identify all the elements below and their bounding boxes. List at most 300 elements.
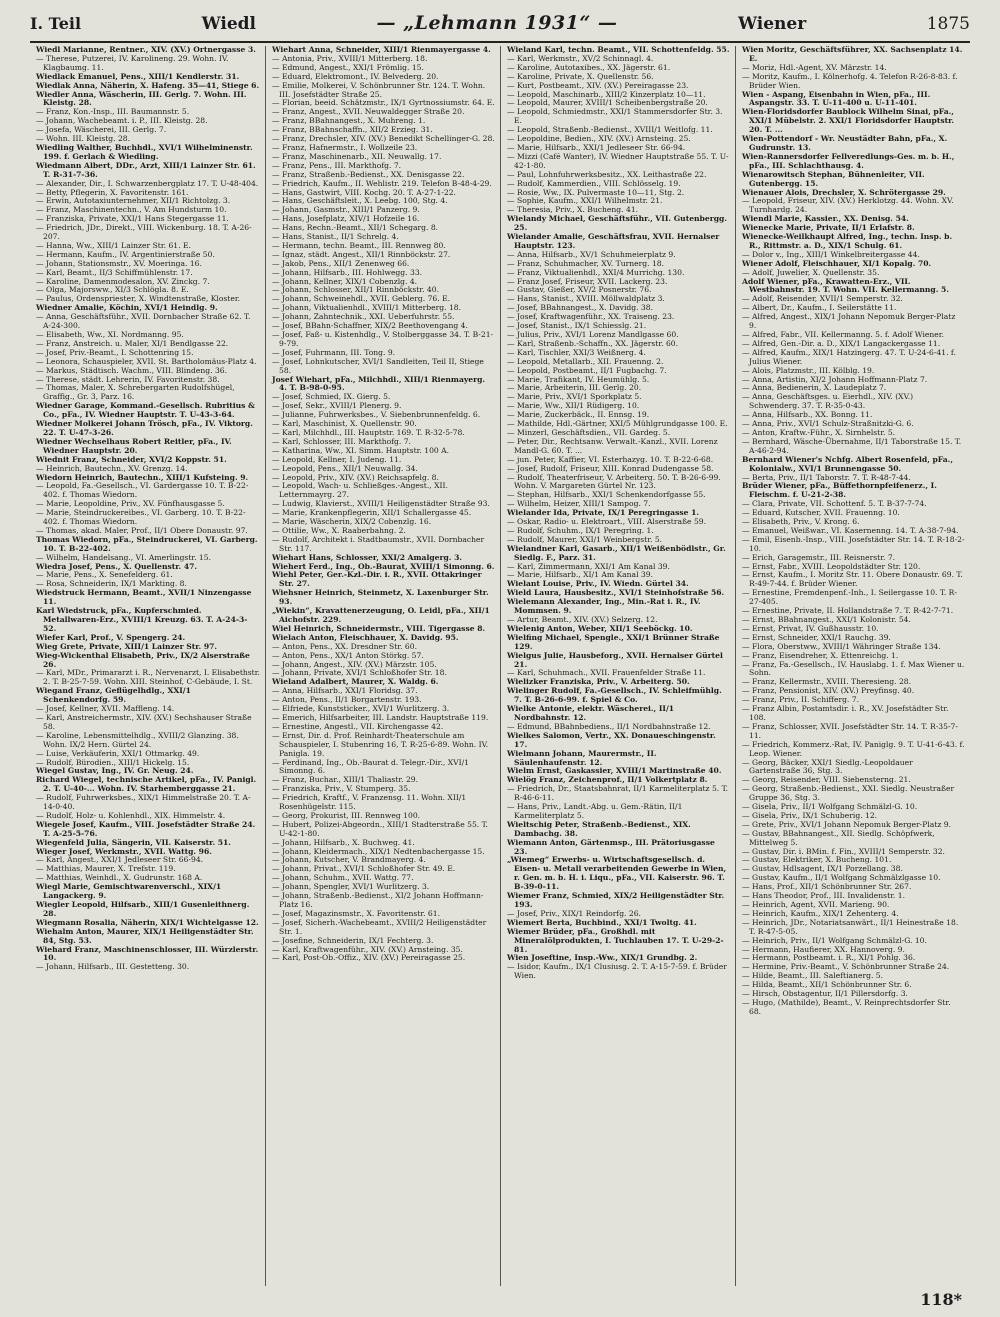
- directory-entry: Wienauer Alois, Drechsler, X. Schrötergasse 29.: [742, 187, 946, 197]
- directory-entry: Wielög Franz, Zeichenprof., II/1 Volkertplatz 8.: [507, 775, 708, 785]
- directory-entry: Wiehsner Heinrich, Steinmetz, X. Laxenburger Str. 93.: [272, 588, 489, 607]
- directory-entry: — Johann, Schlosser, XII/1 Rinnböckstr. 40.: [272, 285, 439, 295]
- directory-entry: — Wilhelm, Handelsang., VI. Amerlingstr. 15.: [36, 552, 211, 562]
- directory-entry: — Alfred, Kaufm., XIX/1 Hatzingerg. 47. T. U-24-6-41. f. Julius Wiener.: [742, 347, 956, 366]
- column-3: [500, 46, 735, 1286]
- directory-entry: — Thomas, Maler, X. Schrebergarten Rudolfshügel, Graffig., Gr. 3, Parz. 16.: [36, 383, 235, 402]
- directory-entry: — Anton, Pens., XX. Dresdner Str. 60.: [272, 641, 418, 651]
- directory-entry: — Rudolf, Schuhm., IX/1 Peregring. 1.: [507, 525, 654, 535]
- directory-entry: Wienecke-Weilkhaupt Alfred, Ing., techn. Insp. b. R., Rittmstr. a. D., XIX/1 Schulg. 61.: [742, 232, 953, 250]
- directory-entry: — Karl, Post-Ob.-Offiz., XIV. (XV.) Pereiragasse 25.: [272, 953, 466, 963]
- directory-entry: — Rudolf, Architekt i. Stadtbaumstr., XVII. Dornbacher Str. 117.: [272, 534, 485, 553]
- directory-entry: — Karl, Tischler, XXI/3 Weißnerg. 4.: [507, 347, 646, 357]
- directory-entry: Wield Laura, Hausbesitz., XVI/1 Steinhofstraße 56.: [507, 588, 725, 598]
- directory-entry: — Julius, Priv., XVI/1 Lorenz Mandlgasse 60.: [507, 330, 679, 339]
- directory-entry: — Karoline, Damenmodesalon, XV. Zinckg. 7.: [36, 276, 210, 286]
- directory-entry: Wiedner Garage, Kommand.-Gesellsch. Rubritius & Co., pFa., IV. Wiedner Hauptstr. T. U-43-3-64.: [36, 401, 255, 420]
- directory-entry: — Hermann, Postbeamt. i. R., XI/1 Pohlg. 36.: [742, 953, 916, 963]
- directory-entry: — Josef, Rudolf, Friseur, XIII. Konrad Dudengasse 58.: [507, 463, 714, 473]
- directory-entry: — Josef, Fuhrmann, III. Tong. 9.: [272, 347, 396, 357]
- directory-entry: Wien-Floridsdorfer Baublock Wilhelm Sinai, pFa., XXI/1 Mübelstr. 2. XXI/1 Floridsdorfer Hauptstr. 20. T. ...: [742, 107, 955, 135]
- directory-entry: — Ernst, Fabr., XVIII. Leopoldstädter Str. 120.: [742, 561, 921, 571]
- directory-entry: — Rosa, Schneiderin, IX/1 Markting. 8.: [36, 579, 187, 589]
- page-title: — „Lehmann 1931“ —: [376, 12, 618, 34]
- directory-entry: Wiedling Walther, Buchhdl., XVI/1 Wilhelminenstr. 199. f. Gerlach & Wiedling.: [36, 142, 253, 161]
- directory-entry: — Marie, Wäscherin, XIX/2 Cobenzlg. 16.: [272, 517, 432, 527]
- directory-entry: — Friedrich, JDr., Direkt., VIII. Wickenburg. 18. T. A-26-207.: [36, 223, 252, 242]
- directory-entry: — Josef, BBahn-Schaffner, XIX/2 Beethovengang 4.: [272, 321, 468, 331]
- directory-entry: — Thomas, akad. Maler, Prof., II/1 Obere Donaustr. 97.: [36, 525, 248, 535]
- directory-entry: — Franz, Angest., XVII. Neuwaldegger Straße 20.: [272, 107, 465, 117]
- directory-entry: — Johann, Schweinehdl., XVII. Geblerg. 76. E.: [272, 294, 451, 304]
- directory-entry: — Dolor v., Ing., XIII/1 Winkelbreitergasse 44.: [742, 249, 920, 259]
- directory-entry: — Rudolf, Maurer, XXI/1 Weinbergstr. 5.: [507, 534, 663, 544]
- directory-entry: — Ignaz, städt. Angest., XII/1 Rinnböckstr. 27.: [272, 249, 451, 259]
- directory-entry: Wiemann Anton, Gärtenmsp., III. Prätoriusgasse 23.: [507, 837, 715, 856]
- directory-entry: — Josef, Sekr., XVIII/1 Plenerg. 9.: [272, 401, 402, 411]
- directory-entry: Bernhard Wiener's Nchfg. Albert Rosenfeld, pFa., Kolonialw., XVI/1 Brunnengasse 50.: [742, 454, 953, 473]
- directory-entry: — Hirsch, Obstagentur, II/1 Pillersdorfg. 3.: [742, 989, 908, 999]
- directory-entry: — Leopold, Schmiedmstr., XXI/1 Stammersdorfer Str. 3. E.: [507, 107, 723, 126]
- directory-entry: — Johann, Zahntechnik., XXI. Ueberfuhrstr. 55.: [272, 312, 455, 322]
- directory-entry: — Franz, Fa.-Gesellsch., IV. Hauslabg. 1. f. Max Wiener u. Sohn.: [742, 659, 965, 678]
- directory-entry: Wiemert Berta, Buchbind., XXI/1 Twoltg. 41.: [507, 917, 697, 927]
- directory-entry: — Leopold, Fa.-Gesellsch., VI. Gardergasse 10. T. B-22-402. f. Thomas Wiedorn.: [36, 481, 249, 500]
- directory-entry: Wien - Aspang, Eisenbahn in Wien, pFa., III. Aspangstr. 33. T. U-11-400 u. U-11-401.: [742, 89, 931, 108]
- directory-entry: — Elfriede, Kunststicker., XVI/1 Wurlitzerg. 3.: [272, 704, 450, 714]
- directory-entry: Wieg-Wickenthal Elisabeth, Priv., IX/2 Alserstraße 26.: [36, 650, 250, 669]
- directory-entry: — Florian, beeid. Schätzmstr., IX/1 Gyrtnossiumstr. 64. E.: [272, 98, 495, 108]
- directory-entry: — Mathilde, Hdl.-Gärtner, XXI/5 Mühlgrundgasse 100. E.: [507, 419, 728, 429]
- directory-entry: — Marie, Priv., XVI/1 Sporkplatz 5.: [507, 392, 642, 402]
- directory-entry: Wiendl Marie, Kassier., XX. Denisg. 54.: [742, 214, 909, 224]
- directory-entry: — Franz Albin, Postamtsdir. i. R., XV. Josefstädter Str. 108.: [742, 704, 949, 722]
- directory-entry: — Karl, Schlosser, III. Markthofg. 7.: [272, 436, 411, 446]
- directory-entry: Wielant Louise, Priv., IV. Wiedn. Gürtel 34.: [507, 579, 689, 589]
- directory-entry: Wien-Pottendorf - Wr. Neustädter Bahn, pFa., X. Gudrunstr. 13.: [742, 134, 948, 152]
- directory-entry: Wielenig Anton, Weber, XII/1 Seeböckg. 10.: [507, 623, 693, 633]
- column-2: [265, 46, 500, 1286]
- directory-entry: „Wiemeg“ Erwerbs- u. Wirtschaftsgesellsch. d. Eisen- u. Metall verarbeitenden Gewerbe in Wien, r. Gen. m. b. H. i. Liqu., pFa., VII. Kaiserstr. 96. T. B-39-0-11.: [507, 855, 727, 892]
- directory-entry: Wielfing Michael, Spengle., XXI/1 Brünner Straße 129.: [507, 632, 720, 651]
- directory-entry: — Karl, Schuhmach., XVII. Frauenfelder Straße 11.: [507, 668, 706, 678]
- directory-entry: — Olga, Majorsww., XI/3 Schlögla. 8. E.: [36, 285, 189, 295]
- directory-entry: Wielandner Karl, Gasarb., XII/1 Weißenbödlstr., Gr. Siedlg. F., Parz. 31.: [507, 543, 726, 562]
- directory-entry: — Johann, Angest., XIV. (XV.) Märzstr. 105.: [272, 659, 437, 669]
- directory-entry: — Franz, Anstreich. u. Maler, XI/1 Bendlgasse 22.: [36, 338, 229, 348]
- directory-entry: — Franz, Hafnermstr., I. Wollzeile 23.: [272, 142, 418, 152]
- directory-entry: — Hans, Geschäftsleit., X. Leebg. 100, Stg. 4.: [272, 196, 448, 206]
- directory-entry: — Hermine, Priv.-Beamt., V. Schönbrunner Straße 24.: [742, 962, 950, 972]
- directory-entry: — Johann, Private, XVI/1 Schloßhofer Str. 18.: [272, 668, 447, 678]
- directory-entry: — Heinrich, Bautechn., XV. Grenzg. 14.: [36, 463, 188, 473]
- directory-entry: Wiegel Gustav, Ing., IV. Gr. Neug. 24.: [36, 766, 194, 776]
- directory-entry: — Friedrich, Kommerz.-Rat, IV. Paniglg. 9. T. U-41-6-43. f. Leop. Wiener.: [742, 739, 965, 758]
- directory-entry: Wiemer Brüder, pFa., Großhdl. mit Mineralölprodukten, I. Tuchlauben 17. T. U-29-2-81.: [507, 926, 724, 954]
- directory-entry: — Heinrich, Agent, XVII. Marieng. 90.: [742, 900, 890, 909]
- directory-entry: — Josefine, Schneiderin, IX/1 Fechterg. 3.: [272, 935, 434, 945]
- page-header: [30, 12, 970, 38]
- directory-entry: Wieland Karl, techn. Beamt., VII. Schottenfeldg. 55.: [507, 46, 730, 54]
- directory-entry: Wiel Heinrich, Schneidermstr., VIII. Tigergasse 8.: [272, 623, 486, 633]
- directory-entry: — Karl, Werkmstr., XV/2 Schinnagl. 4.: [507, 53, 654, 63]
- directory-entry: — Hermann, Haufierer, XX. Hannoverg. 9.: [742, 944, 905, 954]
- directory-entry: Wiedner Wechselhaus Robert Reitler, pFa., IV. Wiedner Hauptstr. 20.: [36, 436, 232, 455]
- directory-entry: — Grete, Priv., XVI/1 Johann Nepomuk Berger-Platz 9.: [742, 819, 952, 829]
- directory-entry: Brüder Wiener, pFa., Büffethornpfeifenerz., I. Fleischm. f. U-21-2-38.: [742, 481, 937, 500]
- directory-entry: Wiehl Peter, Ger.-Kzl.-Dir. i. R., XVII. Ottakringer Str. 27.: [272, 570, 482, 589]
- directory-entry: — Anna, Bedienerin, X. Laudeplatz 7.: [742, 383, 887, 393]
- directory-entry: — Franz, Schlosser, XVII. Josefstädter Str. 14. T. R-35-7-11.: [742, 721, 958, 740]
- directory-entry: Wielach Anton, Fleischhauer, X. Davidg. 95.: [272, 632, 459, 642]
- directory-entry: Wiemer Franz, Schmied, XIX/2 Heiligenstädter Str. 193.: [507, 891, 725, 909]
- directory-entry: — Karl, Anstreichermstr., XIV. (XV.) Sechshauser Straße 58.: [36, 712, 252, 731]
- directory-entry: — Edmund, Angest., XXI/1 Frömlig. 15.: [272, 62, 424, 72]
- directory-entry: — Franz, Kellermstr., XVIII. Theresieng. 28.: [742, 677, 912, 687]
- directory-entry: Wielmann Johann, Maurermstr., II. Säulenhaufenstr. 12.: [507, 748, 657, 767]
- directory-entry: Wielander Amalie, Geschäftsfrau, XVII. Hernalser Hauptstr. 123.: [507, 232, 720, 250]
- directory-entry: — Ernestine, Fremdenpenf.-Inh., I. Seilergasse 10. T. R-27-405.: [742, 588, 957, 607]
- directory-entry: — Marie, Arbeiterin, III. Gerlg. 20.: [507, 383, 642, 393]
- directory-entry: Adolf Wiener, pFa., Krawatten-Erz., VII. Westbahnstr. 19. T. Wohn. VII. Kellermanng. 5.: [742, 276, 949, 295]
- directory-entry: Wieland Adalbert, Maurer, X. Waldg. 6.: [272, 677, 439, 687]
- directory-entry: — Franz, Buchar., XIII/1 Thaliastr. 29.: [272, 775, 419, 785]
- directory-entry: — Marie, Leopoldine, Priv., XV. Fünfhausgasse 5.: [36, 499, 225, 509]
- directory-entry: Wiedmann Albert, DDr., Arzt, XIII/1 Lainzer Str. 61. T. R-31-7-36.: [36, 160, 256, 179]
- directory-entry: — Leopold, Straßenb.-Bedienst., XVIII/1 Weitlofg. 11.: [507, 125, 713, 135]
- directory-entry: — Johann, Hilfsarb., X. Buchweg. 41.: [272, 837, 415, 847]
- directory-entry: Wiedorn Heinrich, Bautechn., XIII/1 Kufsteing. 9.: [36, 472, 249, 482]
- directory-entry: Wiehard Franz, Maschinenschlosser, III. Würzlerstr. 10.: [36, 944, 259, 963]
- directory-entry: — Leopold, Wach- u. Schließges.-Angest., XII. Letternmayrg. 27.: [272, 481, 448, 500]
- directory-entry: — Elisabeth, Priv., V. Krong. 6.: [742, 517, 860, 527]
- directory-entry: — Anna, Hilfsarb., XX. Bonng. 11.: [742, 410, 873, 420]
- directory-entry: — Theresia, Priv., X. Bucheng. 41.: [507, 205, 639, 215]
- directory-entry: — Josef, Faß- u. Kistenhdlg., V. Stolberggasse 34. T. B-21-9-79.: [272, 330, 494, 348]
- directory-entry: — Josefa, Wäscherei, III. Gerlg. 7.: [36, 125, 167, 135]
- directory-entry: — Rudolf, Kammerdien., VIII. Schlösselg. 19.: [507, 178, 681, 188]
- directory-entry: — Josef, Priv., XIX/1 Reindorfg. 26.: [507, 908, 641, 918]
- directory-columns: [30, 46, 970, 1286]
- directory-entry: — Moriz, Hdl.-Agent, XV. Märzstr. 14.: [742, 62, 887, 72]
- directory-entry: — Emanuel, Weißwar., VI. Kasernenng. 14. T. A-38-7-94.: [742, 525, 959, 535]
- directory-entry: — Jakob, Pens., XII/1 Zenenweg 66.: [272, 258, 410, 268]
- directory-entry: — Gustav, Kaufm., II/1 Wolfgang Schmälzlgasse 10.: [742, 873, 941, 883]
- directory-entry: — Bernhard, Wäsche-Übernahme, II/1 Taborstraße 15. T. A-46-2-94.: [742, 436, 962, 455]
- directory-entry: Wiegler Leopold, Hilfsarb., XIII/1 Gusenleithnerg. 28.: [36, 900, 250, 918]
- directory-entry: — Anna, Artistin, XI/2 Johann Hoffmann-Platz 7.: [742, 374, 928, 384]
- directory-entry: — Leopold, Maurer, XVIII/1 Scheibenbergstraße 20.: [507, 98, 708, 108]
- directory-entry: — Anna, Hilfsarb., XV/1 Schuhmeierplatz 9.: [507, 249, 676, 259]
- directory-entry: — Edmund, BBahnbediens., II/1 Nordbahnstraße 12.: [507, 721, 711, 731]
- directory-entry: — Franz, Schuhmacher, XV. Turnerg. 18.: [507, 258, 665, 268]
- directory-entry: — Franz, Pensionist, XIV. (XV.) Preyfinsg. 40.: [742, 686, 915, 696]
- directory-entry: Thomas Wiedorn, pFa., Steindruckerei, VI. Garberg. 10. T. B-22-402.: [36, 534, 258, 553]
- directory-entry: — Antonia, Priv., XVIII/1 Mitterberg. 18.: [272, 53, 428, 63]
- directory-entry: — Johann, Stationsmstr., XV. Moeringa. 16.: [36, 258, 202, 268]
- directory-entry: Wieg Grete, Private, XIII/1 Lainzer Str. 97.: [36, 641, 218, 651]
- directory-entry: — Matthias, Weinhdl., X. Gudrunstr. 168 A.: [36, 873, 203, 883]
- directory-entry: — Georg, Reisender, VIII. Siebensterng. 21.: [742, 775, 911, 785]
- directory-entry: — Anna, Geschäftsführ., XVII. Dornbacher Straße 62. T. A-24-300.: [36, 312, 251, 331]
- directory-entry: — Hans, Priv., Landt.-Abg. u. Gem.-Rätin, II/1 Karmeliterplatz 5.: [507, 802, 683, 820]
- directory-entry: — Ludwig, Klavierst., XVIII/1 Heiligenstädter Straße 93.: [272, 499, 490, 509]
- directory-entry: — Rudolf, Holz- u. Kohlenhdl., XIX. Himmelstr. 4.: [36, 810, 226, 820]
- directory-entry: — Wilhelm, Heizer, XIII/1 Sampog. 7.: [507, 499, 651, 509]
- directory-entry: — Gustav, BBahnangest., XII. Siedlg. Schöpfwerk, Mittelweg 5.: [742, 828, 935, 847]
- directory-entry: — Hans, Stanist., II/1 Schrelg. 4.: [272, 232, 399, 242]
- directory-entry: — Peter, Dir., Rechtsanw. Verwalt.-Kanzl., XVII. Lorenz Mandl-G. 60. T. ...: [507, 436, 718, 455]
- directory-entry: — Friedrich, Dr., Staatsbahnrat, II/1 Karmeliterplatz 5. T. R-46-6-11.: [507, 784, 728, 803]
- directory-entry: Wiehert Ferd., Ing., Ob.-Baurat, XVIII/1 Simonng. 6.: [272, 561, 495, 571]
- directory-entry: — Elisabeth, Ww., XI. Nordmanng. 95.: [36, 330, 184, 339]
- directory-entry: — Karl, Maschinist, X. Quellenstr. 90.: [272, 419, 417, 429]
- directory-entry: — Rudolf, Bürodien., XIII/1 Hickelg. 15.: [36, 757, 190, 767]
- directory-entry: — Franz, Priv., II. Schifferg. 7.: [742, 695, 860, 705]
- directory-entry: — Franz, Eisendreher, X. Ettenreichg. 1.: [742, 650, 899, 660]
- directory-entry: — Matthias, Maurer, X. Trefstr. 119.: [36, 864, 176, 874]
- directory-entry: — Karoline, Lebensmittelhdlg., XVIII/2 Glanzing. 38. Wohn. IX/2 Hern. Gürtel 24.: [36, 730, 239, 749]
- directory-entry: — Franziska, Private, XXI/1 Hans Stegergasse 11.: [36, 214, 229, 224]
- directory-entry: — Johann, Kleidermach., XIX/1 Nedtenbachergasse 15.: [272, 846, 485, 856]
- directory-entry: — Betty, Pflegerin, X. Favoritenstr. 161.: [36, 187, 189, 197]
- directory-entry: — Gustav, Dir. i. BMin. f. Fin., XVIII/1 Semperstr. 32.: [742, 846, 945, 856]
- directory-entry: — Stephan, Hilfsarb., XXI/1 Schenkendorfgasse 55.: [507, 490, 706, 500]
- directory-entry: — Leopold, Friseur, XIV. (XV.) Herklotzg. 44. Wohn. XV. Turnhardg. 24.: [742, 196, 954, 215]
- directory-entry: Wiegmann Rosalia, Näherin, XIX/1 Wichtelgasse 12.: [36, 917, 259, 927]
- directory-entry: — Karl, Zimmermann, XXI/1 Am Kanal 39.: [507, 561, 670, 571]
- directory-entry: Wiedlack Emanuel, Pens., XIII/1 Kendlerstr. 31.: [36, 71, 240, 81]
- directory-entry: — Leopold, Priv., XIV. (XV.) Reichsapfelg. 8.: [272, 472, 439, 482]
- directory-entry: — jun. Peter, Kaffier, VI. Esterhazyg. 10. T. B-22-6-68.: [507, 454, 714, 464]
- directory-entry: Wienarowitsch Stephan, Bühnenleiter, VII. Gutenbergg. 15.: [742, 169, 925, 188]
- directory-entry: — Anna, Priv., XVI/1 Schulz-Straßnitzki-G. 6.: [742, 419, 914, 429]
- directory-entry: Wiedner Molkerei Johann Trösch, pFa., IV. Viktorg. 22. T. U-47-3-26.: [36, 419, 253, 437]
- directory-entry: — Julianne, Fuhrwerksbes., V. Siebenbrunnenfeldg. 6.: [272, 410, 481, 420]
- directory-entry: — Ernst, Privat, IV. Gußhausstr. 10.: [742, 623, 879, 633]
- directory-entry: — Alfred, Angest., XIX/1 Johann Nepomuk Berger-Platz 9.: [742, 312, 956, 331]
- directory-entry: — Georg, Bäcker, XXI/1 Siedlg.-Leopoldauer Gartenstraße 36, Stg. 3.: [742, 757, 913, 776]
- directory-entry: — Katharina, Ww., XI. Simm. Hauptstr. 100 A.: [272, 445, 450, 455]
- directory-entry: — Anna, Hilfsarb., XXI/1 Floridsg. 37.: [272, 686, 418, 696]
- directory-entry: — Josef, Kellner, XVII. Maffleng. 14.: [36, 704, 175, 714]
- directory-entry: — Johann, Straßenb.-Bedienst., XI/2 Johann Hoffmann-Platz 16.: [272, 891, 484, 909]
- directory-entry: — Karl, MDr., Primararzt i. R., Nervenarzt, I. Elisabethstr. 2. T. B-25-7-59. Wohn. XIII. Steinhof, C-Gebäude, I. St.: [36, 668, 260, 687]
- directory-entry: — Ernestine, Angestl., VII. Kirchengasse 42.: [272, 721, 444, 731]
- directory-entry: — Erich, Garagemstr., III. Reisnerstr. 7.: [742, 552, 896, 562]
- directory-entry: Wielizker Franziska, Priv., V. Arbeiterg. 50.: [507, 677, 690, 687]
- directory-entry: — Emil, Eisenb.-Insp., VIII. Josefstädter Str. 14. T. R-18-2-10.: [742, 534, 965, 553]
- directory-entry: — Flora, Oberstww., XVIII/1 Währinger Straße 134.: [742, 641, 941, 651]
- directory-entry: — Alexander, Dir., I. Schwarzenbergplatz 17. T. U-48-404.: [36, 178, 259, 188]
- directory-entry: — Marie, Pens., X. Senefelderg. 61.: [36, 570, 173, 580]
- directory-entry: — Alfred, Gen.-Dir. a. D., XIX/1 Langackergasse 11.: [742, 338, 941, 348]
- directory-entry: — Josef, Priv.-Beamt., I. Schottenring 15.: [36, 347, 194, 357]
- directory-entry: — Leopold, Pens., XII/1 Neuwallg. 34.: [272, 463, 418, 473]
- directory-entry: — Berta, Priv., II/1 Taborstr. 7. T. R-48-7-44.: [742, 472, 911, 482]
- directory-entry: — Hermann, techn. Beamt., III. Rennweg 80.: [272, 240, 446, 250]
- directory-entry: Wiehalm Anton, Maurer, XIX/1 Heiligenstädter Str. 84, Stg. 53.: [36, 926, 254, 945]
- directory-entry: — Heinrich, Kaufm., XIX/1 Zehenterg. 4.: [742, 908, 899, 918]
- directory-entry: — Gustav, Hdlsagent, IX/1 Porzellang. 38.: [742, 864, 903, 874]
- directory-entry: — Emerich, Hilfsarbeiter, III. Landstr. Hauptstraße 119.: [272, 712, 489, 722]
- directory-entry: — Friedrich, Kaufm., II. Wehlistr. 219. Telefon B-48-4-29.: [272, 178, 492, 188]
- directory-entry: — Gustav, Gießer, XV/2 Posnerstr. 76.: [507, 285, 652, 295]
- directory-entry: — Ottilie, Ww., X. Raaberbahng. 2.: [272, 525, 406, 535]
- directory-entry: — Karl, Kraftwagenführ., XIV. (XV.) Arnsteing. 35.: [272, 944, 463, 954]
- directory-entry: Wiedra Josef, Pens., X. Quellenstr. 47.: [36, 561, 198, 571]
- directory-entry: Wiehart Anna, Schneider, XIII/1 Rienmayergasse 4.: [272, 46, 491, 54]
- directory-entry: — Karl, Beamt., II/3 Schiffmühlenstr. 17.: [36, 267, 193, 277]
- directory-entry: Wiedner Amalie, Köchin, XVI/1 Heindlg. 9.: [36, 303, 218, 313]
- directory-entry: — Ernst, BBahnangest., XXI/1 Kolonistr. 54.: [742, 615, 911, 624]
- directory-entry: — Eduard, Kutscher, XVII. Frauenng. 10.: [742, 508, 900, 518]
- directory-entry: Wielm Ernst, Gaskassier, XVIII/1 Martinstraße 40.: [507, 766, 722, 776]
- directory-entry: — Hans, Stanist., XVIII. Möllwaldplatz 3.: [507, 294, 665, 304]
- directory-entry: — Gustav, Elektriker, X. Bucheng. 101.: [742, 855, 892, 865]
- directory-entry: — Moritz, Kaufm., I. Kölnerhofg. 4. Telefon R-26-8-83. f. Brüder Wien.: [742, 71, 958, 90]
- directory-entry: — Friedrich, Kraftf., V. Franzensg. 11. Wohn. XII/1 Rosenhügelstr. 115.: [272, 793, 467, 812]
- directory-entry: — Marie, Hilfsarb., XXI/1 Jedleseer Str. 66-94.: [507, 142, 686, 152]
- directory-entry: — Johann, Hilfsarb., III. Hohlwegg. 33.: [272, 267, 423, 277]
- footer-mark: 118*: [920, 1290, 962, 1309]
- directory-entry: — Clara, Private, VII. Schottenf. 5. T. B-37-7-74.: [742, 499, 927, 509]
- page-number: 1875: [926, 14, 970, 34]
- directory-entry: Wiedl Marianne, Rentner., XIV. (XV.) Ortnergasse 3.: [36, 46, 256, 54]
- directory-entry: — Paul, Lohnfuhrwerksbesitz., XX. Leithastraße 22.: [507, 169, 707, 179]
- directory-entry: — Emilie, Molkerei, V. Schönbrunner Str. 124. T. Wohn. III. Josefstädter Straße 25.: [272, 80, 486, 99]
- directory-entry: Wielander Ida, Private, IX/1 Peregringasse 1.: [507, 508, 700, 518]
- directory-entry: — Johann, Gasmstr., XIII/1 Panzerg. 9.: [272, 205, 420, 215]
- directory-entry: — Anna, Geschäftsges. u. Eierhdl., XIV. (XV.) Schwenderg. 37. T. R-35-0-43.: [742, 392, 914, 411]
- directory-entry: — Karl, Straßenb.-Schaffn., XX. Jägerstr. 60.: [507, 338, 679, 348]
- directory-entry: — Ernestine, Private, II. Hollandstraße 7. T. R-42-7-71.: [742, 606, 954, 616]
- directory-entry: — Marie, Ww., XII/1 Rüdigerg. 10.: [507, 401, 640, 411]
- directory-entry: — Ferdinand, Ing., Ob.-Baurat d. Telegr.-Dir., XVI/1 Simonng. 6.: [272, 757, 470, 776]
- first-entry-word: Wiedl: [201, 14, 256, 34]
- directory-entry: Wielkes Salomon, Vertr., XX. Donaueschingenstr. 17.: [507, 730, 716, 749]
- directory-entry: — Anton, Kraftw.-Führ., X. Sirnhelstr. 5.: [742, 427, 896, 437]
- directory-entry: — Johann, Privat., XVI/1 Schloßhofer Str. 49. E.: [272, 864, 456, 874]
- directory-entry: — Georg, Prokurist, III. Rennweg 100.: [272, 810, 421, 820]
- directory-entry: — Johann, Viktualienhdl., XVIII/1 Mitterberg. 18.: [272, 303, 462, 313]
- directory-entry: — Ernst, Dir. d. Prof. Reinhardt-Theaterschule am Schauspieler, I. Stubenring 16, T. R-25-6-89. Wohn. IV. Panigla. 19.: [272, 730, 489, 758]
- directory-entry: — Therese, städt. Lehrerin, IV. Favoritenstr. 38.: [36, 374, 220, 384]
- directory-entry: — Leopoldine, Bedien., XIV. (XV.) Arnsteing. 25.: [507, 134, 691, 144]
- directory-entry: — Karoline, Private, X. Quellenstr. 56.: [507, 71, 654, 81]
- directory-entry: Wiedlak Anna, Näherin, X. Hafeng. 35—41, Stiege 6.: [36, 80, 260, 90]
- directory-entry: — Kurt, Postbeamt., XIV. (XV.) Pereiragasse 23.: [507, 80, 689, 90]
- directory-entry: — Johann, Schuhm., XVII. Wattg. 77.: [272, 873, 414, 883]
- directory-entry: — Johann, Kellner, XIX/1 Cobenzlg. 4.: [272, 276, 418, 286]
- directory-entry: Wieltschig Peter, Straßenb.-Bedienst., XIX. Dambachg. 38.: [507, 819, 691, 838]
- directory-entry: Wiedler Anna, Wäscherin, III. Gerlg. 7. Wohn. III. Kleistg. 28.: [36, 89, 247, 108]
- directory-entry: — Hans, Prof., XII/1 Schönbrunner Str. 267.: [742, 882, 912, 892]
- directory-entry: — Johann, Wachebeamt. i. P., III. Kleistg. 28.: [36, 116, 208, 126]
- column-4: [735, 46, 970, 1286]
- directory-entry: — Johann, Spengler, XVI/1 Wurlitzerg. 3.: [272, 882, 430, 892]
- directory-entry: — Karoline, Autotaxibes., XX. Jägerstr. 61.: [507, 62, 671, 72]
- directory-entry: — Heinrich, JDr., Notariatsanwärt., II/1 Heinestraße 18. T. R-47-5-05.: [742, 917, 959, 936]
- directory-entry: — Hans, Rechn.-Beamt., XII/1 Schegarg. 8.: [272, 223, 439, 233]
- directory-entry: „Wiekin“, Kravattenerzeugung, O. Leidl, pFa., XII/1 Aichofstr. 229.: [272, 606, 490, 624]
- directory-entry: Wielemann Alexander, Ing., Min.-Rat i. R., IV. Mommsen. 9.: [507, 597, 701, 616]
- directory-entry: — Erwin, Autotaxiunternehmer, XII/1 Richtolzg. 3.: [36, 196, 231, 206]
- directory-entry: — Hanna, Ww., XIII/1 Lainzer Str. 61. E.: [36, 240, 191, 250]
- directory-entry: — Eduard, Elektromont., IV. Belvederg. 20.: [272, 71, 439, 81]
- directory-entry: Karl Wiedstruck, pFa., Kupferschmied. Metallwaren-Erz., XVIII/1 Kreuzg. 63. T. A-24-3-52.: [36, 606, 248, 633]
- directory-entry: — Josef, Lohnkutscher, XVI/1 Sandleiten, Teil II, Stiege 58.: [272, 356, 484, 375]
- directory-entry: — Franz, Maschinenarb., XII. Neuwallg. 17.: [272, 151, 442, 161]
- directory-entry: — Marie, Hilfsarb., XI/1 Am Kanal 39.: [507, 570, 653, 580]
- directory-entry: — Leonora, Schauspieler, XVII. St. Bartholomäus-Platz 4.: [36, 356, 257, 366]
- directory-entry: — Wohn. III. Kleistg. 28.: [36, 134, 131, 144]
- directory-entry: Wien Joseftine, Insp.-Ww., XIX/1 Grundbg. 2.: [507, 953, 698, 963]
- directory-entry: — Leopold, Maschinarb., XIII/2 Kinzerplatz 10—11.: [507, 89, 706, 99]
- directory-entry: — Adolf, Juwelier, X. Quellenstr. 35.: [742, 267, 880, 277]
- directory-entry: — Franz, Pens., III. Markthofg. 7.: [272, 160, 402, 170]
- directory-entry: — Hilde, Beamt., III. Saleftianerg. 5.: [742, 971, 884, 981]
- directory-entry: — Luise, Verkäuferin, XXI/1 Ottmarkg. 49.: [36, 748, 200, 758]
- directory-entry: Josef Wiehart, pFa., Milchhdl., XIII/1 Rienmayerg. 4. T. B-98-0-95.: [272, 374, 486, 393]
- directory-entry: — Leopold, Metallarb., XII. Frauenng. 2.: [507, 356, 664, 366]
- directory-entry: — Josef, BBahnangest., X. Davidg. 38.: [507, 303, 654, 313]
- directory-entry: Wiefer Karl, Prof., V. Spengerg. 24.: [36, 632, 186, 642]
- column-1: [30, 46, 265, 1286]
- directory-entry: — Alfred, Fabr., VII. Kellermanng. 5. f. Adolf Wiener.: [742, 330, 944, 339]
- directory-entry: — Marie, Steindruckereibes., VI. Garberg. 10. T. B-22-402. f. Thomas Wiedorn.: [36, 508, 246, 527]
- directory-entry: — Hugo, (Mathilde), Beamt., V. Reinprechtsdorfer Str. 68.: [742, 997, 951, 1016]
- directory-entry: Wiener Adolf, Fleischhauer, XI/1 Kopalg. 70.: [742, 258, 932, 268]
- directory-entry: — Minzerl, Geschäftsdien., VII. Gardeg. 5.: [507, 427, 671, 437]
- directory-entry: — Franz, Maschinentechn., V. Am Hundsturm 10.: [36, 205, 227, 215]
- directory-entry: — Franz, BBahnangest., X. Muhreng. 1.: [272, 116, 426, 126]
- directory-entry: — Franz, Straßenb.-Bedienst., XX. Denisgasse 22.: [272, 169, 465, 179]
- directory-entry: — Albert, Dr., Kaufm., I. Seilerstätte 11.: [742, 303, 897, 313]
- directory-entry: — Gisela, Priv., IX/1 Schuberig. 12.: [742, 810, 878, 820]
- directory-entry: — Franziska, Priv., V. Stumperg. 35.: [272, 784, 411, 794]
- directory-entry: — Marie, Krankenpflegerin, XII/1 Schallergasse 45.: [272, 508, 472, 518]
- directory-entry: — Franz, Kon.-Insp., III. Baumannstr. 5.: [36, 107, 190, 117]
- last-entry-word: Wiener: [737, 14, 807, 34]
- directory-entry: — Josef, Magazinsmstr., X. Favoritenstr. 61.: [272, 908, 440, 918]
- directory-entry: — Gisela, Priv., II/1 Wolfgang Schmälzl-G. 10.: [742, 802, 918, 812]
- directory-entry: — Marie, Trafikant, IV. Heumühlg. 5.: [507, 374, 650, 384]
- directory-entry: Wielandy Michael, Geschäftsführ., VII. Gutenbergg. 25.: [507, 214, 727, 233]
- directory-entry: — Sophie, Kaufm., XXI/1 Wilhelmstr. 21.: [507, 196, 663, 206]
- directory-entry: — Paulus, Ordenspriester, X. Windtenstraße, Kloster.: [36, 294, 241, 304]
- directory-entry: Wiegand Franz, Geflügelhdlg., XXI/1 Schenkendorfg. 59.: [36, 686, 191, 705]
- directory-entry: — Artur, Beamt., XIV. (XV.) Selzerg. 12.: [507, 615, 658, 624]
- directory-entry: — Markus, Städtisch. Wachm., VIII. Blindeng. 36.: [36, 365, 228, 375]
- directory-entry: — Josef, Kraftwagenführ., XX. Traiseng. 23.: [507, 312, 675, 322]
- directory-entry: — Anton, Pens., XX/1 Anton Störkg. 57.: [272, 650, 424, 660]
- directory-entry: — Karl, Milchhdl., III. Hauptstr. 169. T. R-32-5-78.: [272, 427, 465, 437]
- directory-entry: — Leopold, Kellner, I. Judeng. 11.: [272, 454, 402, 464]
- directory-entry: — Hans, Gastwirt, VIII. Kochg. 20. T. A-27-1-22.: [272, 187, 456, 197]
- directory-entry: — Franz, Drechsler, XIV. (XV.) Benedikt Schellinger-G. 28.: [272, 134, 495, 144]
- header-rule: [30, 41, 970, 43]
- directory-entry: — Johann, Kutscher, V. Brandmayerg. 4.: [272, 855, 426, 865]
- directory-entry: — Therese, Putzerei, IV. Karolineng. 29. Wohn. IV. Klagbaumg. 11.: [36, 53, 229, 72]
- directory-entry: — Isidor, Kaufm., IX/1 Clusiusg. 2. T. A-15-7-59. f. Brüder Wien.: [507, 962, 727, 981]
- directory-entry: — Alois, Platzmstr., III. Kölblg. 19.: [742, 365, 875, 375]
- directory-entry: — Josef, Stanist., IX/1 Schiesslg. 21.: [507, 321, 647, 331]
- directory-entry: — Anton, Pens., II/1 Borgartenstr. 193.: [272, 695, 422, 705]
- directory-entry: — Marie, Zuckerbäck., II. Ennsg. 19.: [507, 410, 650, 420]
- directory-entry: — Rudolf, Fuhrwerksbes., XIX/1 Himmelstraße 20. T. A-14-0-40.: [36, 793, 251, 812]
- directory-entry: Wiegl Marie, Gemischtwarenverschl., XIX/1 Langackerg. 9.: [36, 882, 222, 901]
